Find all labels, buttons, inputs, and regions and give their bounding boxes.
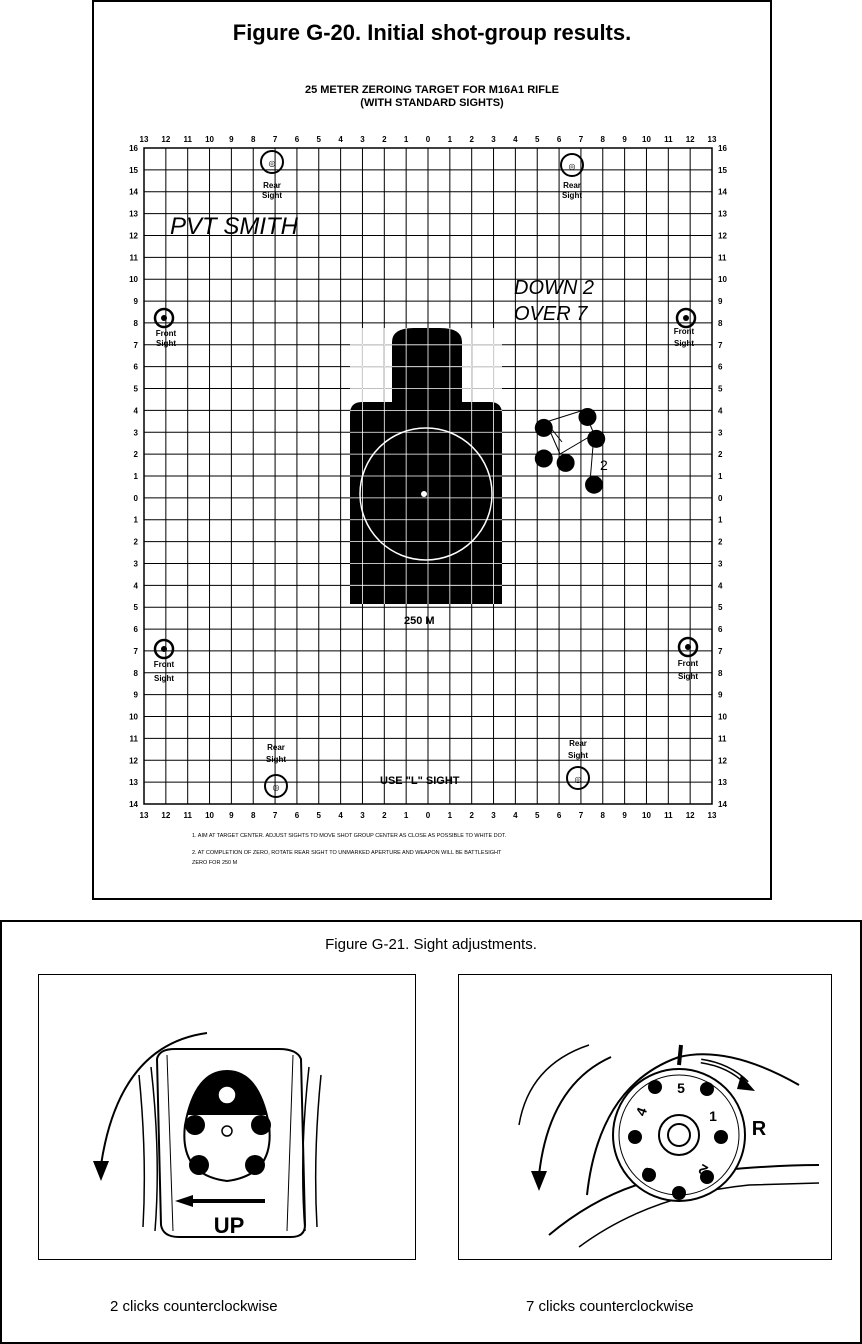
right-axis-label: 15 bbox=[718, 165, 727, 175]
bottom-axis-label: 1 bbox=[403, 811, 409, 820]
footnote-2-line2: ZERO FOR 250 M bbox=[192, 860, 238, 866]
right-axis-label: 0 bbox=[718, 493, 723, 503]
svg-text:Sight: Sight bbox=[154, 674, 174, 683]
svg-text:Sight: Sight bbox=[266, 755, 286, 764]
shot-group bbox=[535, 408, 605, 494]
right-axis-label: 12 bbox=[718, 756, 727, 766]
figure-g21-title: Figure G-21. Sight adjustments. bbox=[325, 936, 537, 953]
left-axis-label: 8 bbox=[133, 668, 138, 678]
handwritten-name: PVT SMITH bbox=[170, 213, 299, 240]
right-axis-label: 11 bbox=[718, 253, 727, 263]
right-axis-label: 7 bbox=[718, 340, 723, 350]
front-sight-marker-right-lower bbox=[678, 638, 699, 681]
right-axis-label: 9 bbox=[718, 297, 723, 307]
top-axis-label: 6 bbox=[294, 135, 300, 144]
left-axis-label: 5 bbox=[133, 603, 138, 613]
top-axis-label: 5 bbox=[316, 135, 321, 144]
bottom-axis-label: 8 bbox=[251, 811, 256, 820]
handwritten-note-line1: DOWN 2 bbox=[514, 277, 594, 299]
top-axis-label: 2 bbox=[382, 135, 387, 144]
target-title-line1: 25 METER ZEROING TARGET FOR M16A1 RIFLE bbox=[304, 84, 560, 96]
left-axis-label: 11 bbox=[129, 734, 138, 744]
bottom-axis-label: 13 bbox=[707, 811, 717, 820]
footnote-2-line1: 2. AT COMPLETION OF ZERO, ROTATE REAR SIGHT TO UNMARKED APERTURE AND WEAPON WILL BE BATTLESIGHT bbox=[192, 850, 502, 856]
left-axis-label: 14 bbox=[129, 800, 138, 809]
bottom-axis-label: 4 bbox=[338, 811, 343, 820]
left-axis-label: 13 bbox=[129, 209, 138, 219]
bottom-axis-label: 13 bbox=[139, 811, 149, 820]
handwritten-note-line2: OVER 7 bbox=[514, 303, 588, 325]
svg-text:Sight: Sight bbox=[262, 191, 282, 200]
rear-sight-marker-bottom-right bbox=[567, 739, 589, 789]
bottom-axis-label: 6 bbox=[294, 811, 300, 820]
right-axis-label: 5 bbox=[718, 603, 723, 613]
dial-number-1: 1 bbox=[709, 1108, 717, 1124]
bottom-axis-label: 7 bbox=[272, 811, 278, 820]
left-axis-label: 12 bbox=[129, 231, 138, 241]
top-axis-label: 10 bbox=[642, 135, 651, 144]
bottom-axis-label: 10 bbox=[642, 811, 651, 820]
svg-text:Sight: Sight bbox=[674, 339, 694, 348]
svg-text:◎: ◎ bbox=[568, 162, 576, 171]
svg-text:Rear: Rear bbox=[263, 181, 281, 190]
left-axis-label: 3 bbox=[133, 559, 138, 569]
right-axis-label: 1 bbox=[718, 515, 723, 525]
right-axis-label: 10 bbox=[718, 712, 727, 722]
figure-g21-frame bbox=[0, 920, 862, 1344]
left-axis-label: 3 bbox=[133, 428, 138, 438]
shot-hole bbox=[587, 430, 605, 448]
top-axis-label: 9 bbox=[622, 135, 627, 144]
svg-text:Front: Front bbox=[673, 327, 695, 336]
bottom-axis-label: 9 bbox=[622, 811, 627, 820]
top-axis-label: 4 bbox=[338, 135, 343, 144]
caption-rear-sight: 7 clicks counterclockwise bbox=[526, 1298, 694, 1315]
svg-text:Rear: Rear bbox=[569, 739, 587, 748]
rear-sight-marker-bottom-left bbox=[265, 743, 287, 797]
right-axis-label: 11 bbox=[718, 734, 727, 744]
bottom-axis-label: 0 bbox=[425, 811, 431, 820]
top-axis-label: 13 bbox=[139, 135, 149, 144]
top-axis-label: 7 bbox=[272, 135, 278, 144]
right-axis-label: 8 bbox=[718, 668, 723, 678]
left-axis-label: 11 bbox=[129, 253, 138, 263]
left-axis-label: 13 bbox=[129, 778, 138, 788]
front-sight-marker-left-lower bbox=[154, 640, 175, 683]
top-axis-label: 11 bbox=[664, 135, 673, 144]
svg-text:Sight: Sight bbox=[678, 672, 698, 681]
left-axis-label: 5 bbox=[133, 384, 138, 394]
right-axis-label: 14 bbox=[718, 187, 727, 197]
top-axis-label: 3 bbox=[491, 135, 496, 144]
right-axis-label: 9 bbox=[718, 690, 723, 700]
right-axis-label: 3 bbox=[718, 559, 723, 569]
right-axis-label: 13 bbox=[718, 778, 727, 788]
target-title-line2: (WITH STANDARD SIGHTS) bbox=[360, 97, 504, 109]
range-label: 250 M bbox=[404, 615, 435, 627]
bottom-axis-label: 11 bbox=[183, 811, 192, 820]
svg-text:Front: Front bbox=[677, 659, 699, 668]
right-axis-label: 1 bbox=[718, 472, 723, 481]
left-axis-label: 10 bbox=[129, 275, 138, 285]
bottom-axis-label: 11 bbox=[664, 811, 673, 820]
left-axis-label: 1 bbox=[133, 472, 138, 481]
bottom-axis-label: 9 bbox=[229, 811, 234, 820]
top-axis-label: 5 bbox=[535, 135, 540, 144]
right-axis-label: 2 bbox=[718, 537, 723, 547]
bottom-axis-label: 12 bbox=[685, 811, 695, 820]
rear-sight-panel bbox=[458, 974, 832, 1260]
top-axis-label: 1 bbox=[447, 135, 453, 144]
left-axis-label: 2 bbox=[133, 450, 138, 460]
right-axis-label: 4 bbox=[718, 581, 723, 591]
left-axis-label: 4 bbox=[133, 581, 138, 591]
front-sight-marker-right-upper bbox=[674, 309, 695, 348]
left-axis-label: 9 bbox=[133, 297, 138, 307]
right-axis-label: 7 bbox=[718, 646, 723, 656]
right-axis-label: 6 bbox=[718, 362, 723, 372]
right-axis-label: 8 bbox=[718, 318, 723, 328]
dial-number-2: 2 bbox=[695, 1160, 711, 1179]
up-direction-arrow-icon bbox=[175, 1195, 265, 1207]
top-axis-label: 2 bbox=[469, 135, 474, 144]
left-axis-label: 1 bbox=[133, 515, 138, 525]
right-axis-label: 16 bbox=[718, 144, 727, 153]
silhouette-target bbox=[350, 328, 502, 604]
sight-note: USE "L" SIGHT bbox=[380, 775, 460, 787]
right-axis-label: 12 bbox=[718, 231, 727, 241]
right-axis-label: 5 bbox=[718, 384, 723, 394]
top-axis-label: 3 bbox=[360, 135, 365, 144]
left-axis-label: 2 bbox=[133, 537, 138, 547]
bottom-axis-label: 3 bbox=[360, 811, 365, 820]
bottom-axis-label: 5 bbox=[316, 811, 321, 820]
svg-text:Rear: Rear bbox=[563, 181, 581, 190]
bottom-axis-label: 3 bbox=[491, 811, 496, 820]
counterclockwise-arrow-icon bbox=[539, 1057, 611, 1175]
left-axis-label: 9 bbox=[133, 690, 138, 700]
bottom-axis-label: 2 bbox=[382, 811, 387, 820]
left-axis-label: 0 bbox=[133, 493, 138, 503]
dial-number-3: 3 bbox=[640, 1163, 656, 1182]
bottom-axis-label: 10 bbox=[205, 811, 214, 820]
bottom-axis-label: 4 bbox=[513, 811, 518, 820]
bottom-axis-label: 8 bbox=[600, 811, 605, 820]
figure-g20-frame bbox=[92, 0, 772, 900]
svg-text:◎: ◎ bbox=[574, 775, 582, 784]
right-axis-label: 14 bbox=[718, 800, 727, 809]
shot-hole bbox=[557, 454, 575, 472]
bottom-axis-label: 2 bbox=[469, 811, 474, 820]
top-axis-label: 12 bbox=[161, 135, 171, 144]
svg-text:◎: ◎ bbox=[272, 783, 280, 792]
right-axis-label: 4 bbox=[718, 406, 723, 416]
dial-number-4: 4 bbox=[632, 1105, 651, 1118]
right-axis-label: 10 bbox=[718, 275, 727, 285]
svg-text:Sight: Sight bbox=[562, 191, 582, 200]
shot-hole bbox=[585, 476, 603, 494]
bottom-axis-label: 12 bbox=[161, 811, 171, 820]
caption-front-sight: 2 clicks counterclockwise bbox=[110, 1298, 278, 1315]
rear-sight-drawing bbox=[459, 975, 830, 1258]
footnote-1: 1. AIM AT TARGET CENTER. ADJUST SIGHTS TO MOVE SHOT GROUP CENTER AS CLOSE AS POSSIBLE TO WHITE DOT. bbox=[192, 833, 507, 839]
left-axis-label: 6 bbox=[133, 362, 138, 372]
top-axis-label: 13 bbox=[707, 135, 717, 144]
right-axis-label: 6 bbox=[718, 625, 723, 635]
figure-g20-title: Figure G-20. Initial shot-group results. bbox=[232, 20, 632, 45]
top-axis-label: 12 bbox=[685, 135, 695, 144]
svg-text:Sight: Sight bbox=[156, 339, 176, 348]
svg-text:◎: ◎ bbox=[268, 159, 276, 168]
rear-sight-marker-top-right bbox=[561, 154, 583, 200]
left-axis-label: 7 bbox=[133, 340, 138, 350]
top-axis-label: 4 bbox=[513, 135, 518, 144]
top-axis-label: 8 bbox=[600, 135, 605, 144]
front-sight-panel bbox=[38, 974, 416, 1260]
bottom-axis-label: 7 bbox=[578, 811, 584, 820]
svg-text:Sight: Sight bbox=[568, 751, 588, 760]
top-axis-label: 7 bbox=[578, 135, 584, 144]
left-axis-label: 10 bbox=[129, 712, 138, 722]
left-axis-label: 16 bbox=[129, 144, 138, 153]
top-axis-label: 9 bbox=[229, 135, 234, 144]
right-axis-label: 3 bbox=[718, 428, 723, 438]
svg-text:Front: Front bbox=[155, 329, 177, 338]
shot-hole bbox=[535, 450, 553, 468]
up-label: UP bbox=[213, 1213, 245, 1238]
zeroing-target bbox=[94, 2, 770, 882]
rear-sight-mark: R bbox=[751, 1118, 767, 1140]
group-label: 2 bbox=[600, 457, 608, 473]
svg-text:Front: Front bbox=[153, 660, 175, 669]
right-axis-label: 13 bbox=[718, 209, 727, 219]
left-axis-label: 7 bbox=[133, 646, 138, 656]
dial-number-5: 5 bbox=[677, 1080, 685, 1096]
rear-sight-marker-top-left bbox=[261, 151, 283, 200]
right-axis-label: 2 bbox=[718, 450, 723, 460]
left-axis-label: 12 bbox=[129, 756, 138, 766]
bottom-axis-label: 5 bbox=[535, 811, 540, 820]
left-axis-label: 15 bbox=[129, 165, 138, 175]
svg-text:Rear: Rear bbox=[267, 743, 285, 752]
left-axis-label: 6 bbox=[133, 625, 138, 635]
bottom-axis-label: 1 bbox=[447, 811, 453, 820]
top-axis-label: 11 bbox=[183, 135, 192, 144]
white-aiming-dot bbox=[421, 491, 427, 497]
left-axis-label: 14 bbox=[129, 187, 138, 197]
front-sight-drawing bbox=[39, 975, 414, 1258]
top-axis-label: 0 bbox=[425, 135, 431, 144]
left-axis-label: 8 bbox=[133, 318, 138, 328]
top-axis-label: 8 bbox=[251, 135, 256, 144]
bottom-axis-label: 6 bbox=[556, 811, 562, 820]
top-axis-label: 1 bbox=[403, 135, 409, 144]
top-axis-label: 10 bbox=[205, 135, 214, 144]
left-axis-label: 4 bbox=[133, 406, 138, 416]
top-axis-label: 6 bbox=[556, 135, 562, 144]
